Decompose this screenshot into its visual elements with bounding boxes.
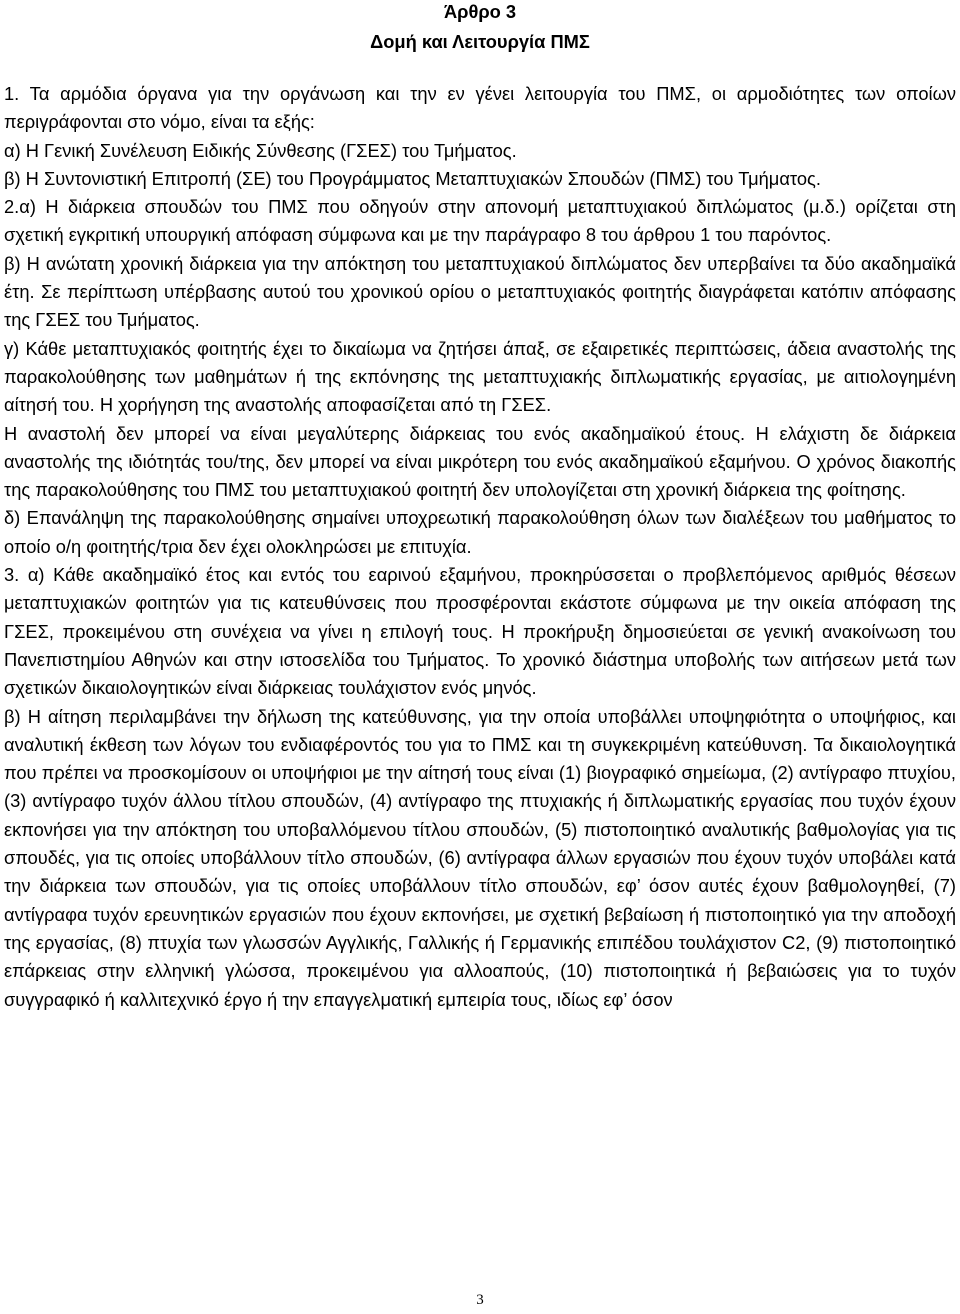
paragraph-1: 1. Τα αρμόδια όργανα για την οργάνωση και την εν γένει λειτουργία του ΠΜΣ, οι αρμοδιότητες των οποίων περιγράφονται στο νόμο, είναι τα εξής: [4,83,956,133]
page-number: 3 [476,1292,484,1308]
paragraph-2c-continued: Η αναστολή δεν μπορεί να είναι μεγαλύτερης διάρκειας του ενός ακαδημαϊκού έτους. Η ελάχιστη δε διάρκεια αναστολής της ιδιότητάς του/της, δεν μπορεί να είναι μικρότερη του ενός ακαδημαϊκού εξαμήνου. Ο χρόνος διακοπής της παρακολούθησης του ΠΜΣ του μεταπτυχιακού φοιτητή δεν υπολογίζεται στη χρονική διάρκεια της φοίτησης. [4,422,956,501]
paragraph-2b: β) Η ανώτατη χρονική διάρκεια για την απόκτηση του μεταπτυχιακού διπλώματος δεν υπερβαίνει τα δύο ακαδημαϊκά έτη. Σε περίπτωση υπέρβασης αυτού του χρονικού ορίου ο μεταπτυχιακός φοιτητής διαγράφεται κατόπιν απόφασης της ΓΣΕΣ του Τμήματος. [4,252,956,331]
paragraph-2c: γ) Κάθε μεταπτυχιακός φοιτητής έχει το δικαίωμα να ζητήσει άπαξ, σε εξαιρετικές περιπτώσεις, άδεια αναστολής της παρακολούθησης των μαθημάτων ή της εκπόνησης της μεταπτυχιακής διπλωματικής εργασίας, με αιτιολογημένη αίτησή του. Η χορήγηση της αναστολής αποφασίζεται από τη ΓΣΕΣ. [4,337,956,416]
paragraph-2a: 2.α) Η διάρκεια σπουδών του ΠΜΣ που οδηγούν στην απονομή μεταπτυχιακού διπλώματος (μ.δ.) ορίζεται στη σχετική εγκριτική υπουργική απόφαση σύμφωνα και με την παράγραφο 8 του άρθρου 1 του παρόντος. [4,196,956,246]
paragraph-2d: δ) Επανάληψη της παρακολούθησης σημαίνει υποχρεωτική παρακολούθηση όλων των διαλέξεων του μαθήματος το οποίο ο/η φοιτητής/τρια δεν έχει ολοκληρώσει με επιτυχία. [4,507,956,557]
article-title: Δομή και Λειτουργία ΠΜΣ [370,31,590,52]
paragraph-1b: β) Η Συντονιστική Επιτροπή (ΣΕ) του Προγράμματος Μεταπτυχιακών Σπουδών (ΠΜΣ) του Τμήματος. [4,167,821,189]
article-body [4,80,956,1014]
article-number: Άρθρο 3 [443,1,517,22]
paragraph-1a: α) Η Γενική Συνέλευση Ειδικής Σύνθεσης (ΓΣΕΣ) του Τμήματος. [4,139,517,161]
paragraph-3a: 3. α) Κάθε ακαδημαϊκό έτος και εντός του εαρινού εξαμήνου, προκηρύσσεται ο προβλεπόμενος αριθμός θέσεων μεταπτυχιακών φοιτητών για τις κατευθύνσεις που προσφέρονται εκάστοτε σύμφωνα με την οικεία απόφαση της ΓΣΕΣ, προκειμένου στη συνέχεια να γίνει η επιλογή τους. Η προκήρυξη δημοσιεύεται σε γενική ανακοίνωση του Πανεπιστημίου Αθηνών και στην ιστοσελίδα του Τμήματος. Το χρονικό διάστημα υποβολής των αιτήσεων μετά των σχετικών δικαιολογητικών είναι διάρκειας τουλάχιστον ενός μηνός. [4,564,956,699]
paragraph-3b: β) Η αίτηση περιλαμβάνει την δήλωση της κατεύθυνσης, για την οποία υποβάλλει υποψηφιότητα ο υποψήφιος, και αναλυτική έκθεση των λόγων του ενδιαφέροντός του για το ΠΜΣ και τη συγκεκριμένη κατεύθυνση. Τα δικαιολογητικά που πρέπει να προσκομίσουν οι υποψήφιοι με την αίτησή τους είναι (1) βιογραφικό σημείωμα, (2) αντίγραφο πτυχίου, (3) αντίγραφο τυχόν άλλου τίτλου σπουδών, (4) αντίγραφο της πτυχιακής ή διπλωματικής εργασίας που τυχόν έχουν εκπονήσει για την απόκτηση του υποβαλλόμενου τίτλου σπουδών, (5) πιστοποιητικό αναλυτικής βαθμολογίας για τις σπουδές, για τις οποίες υποβάλλουν τίτλο σπουδών, (6) αντίγραφα άλλων εργασιών που έχουν τυχόν υποβάλει κατά την διάρκεια των σπουδών, για τις οποίες υποβάλλουν τίτλο σπουδών, εφ’ όσον αυτές έχουν βαθμολογηθεί, (7) αντίγραφα τυχόν ερευνητικών εργασιών που έχουν εκπονήσει, με σχετική βεβαίωση ή πιστοποιητικό για την αποδοχή της εργασίας, (8) πτυχία των γλωσσών Αγγλικής, Γαλλικής ή Γερμανικής επιπέδου τουλάχιστον C2, (9) πιστοποιητικό επάρκειας στην ελληνική γλώσσα, προκειμένου για αλλοαπούς, (10) πιστοποιητικά ή βεβαιώσεις για το τυχόν συγγραφικό ή καλλιτεχνικό έργο ή την επαγγελματική εμπειρία τους, ιδίως εφ’ όσον [4,705,956,1010]
